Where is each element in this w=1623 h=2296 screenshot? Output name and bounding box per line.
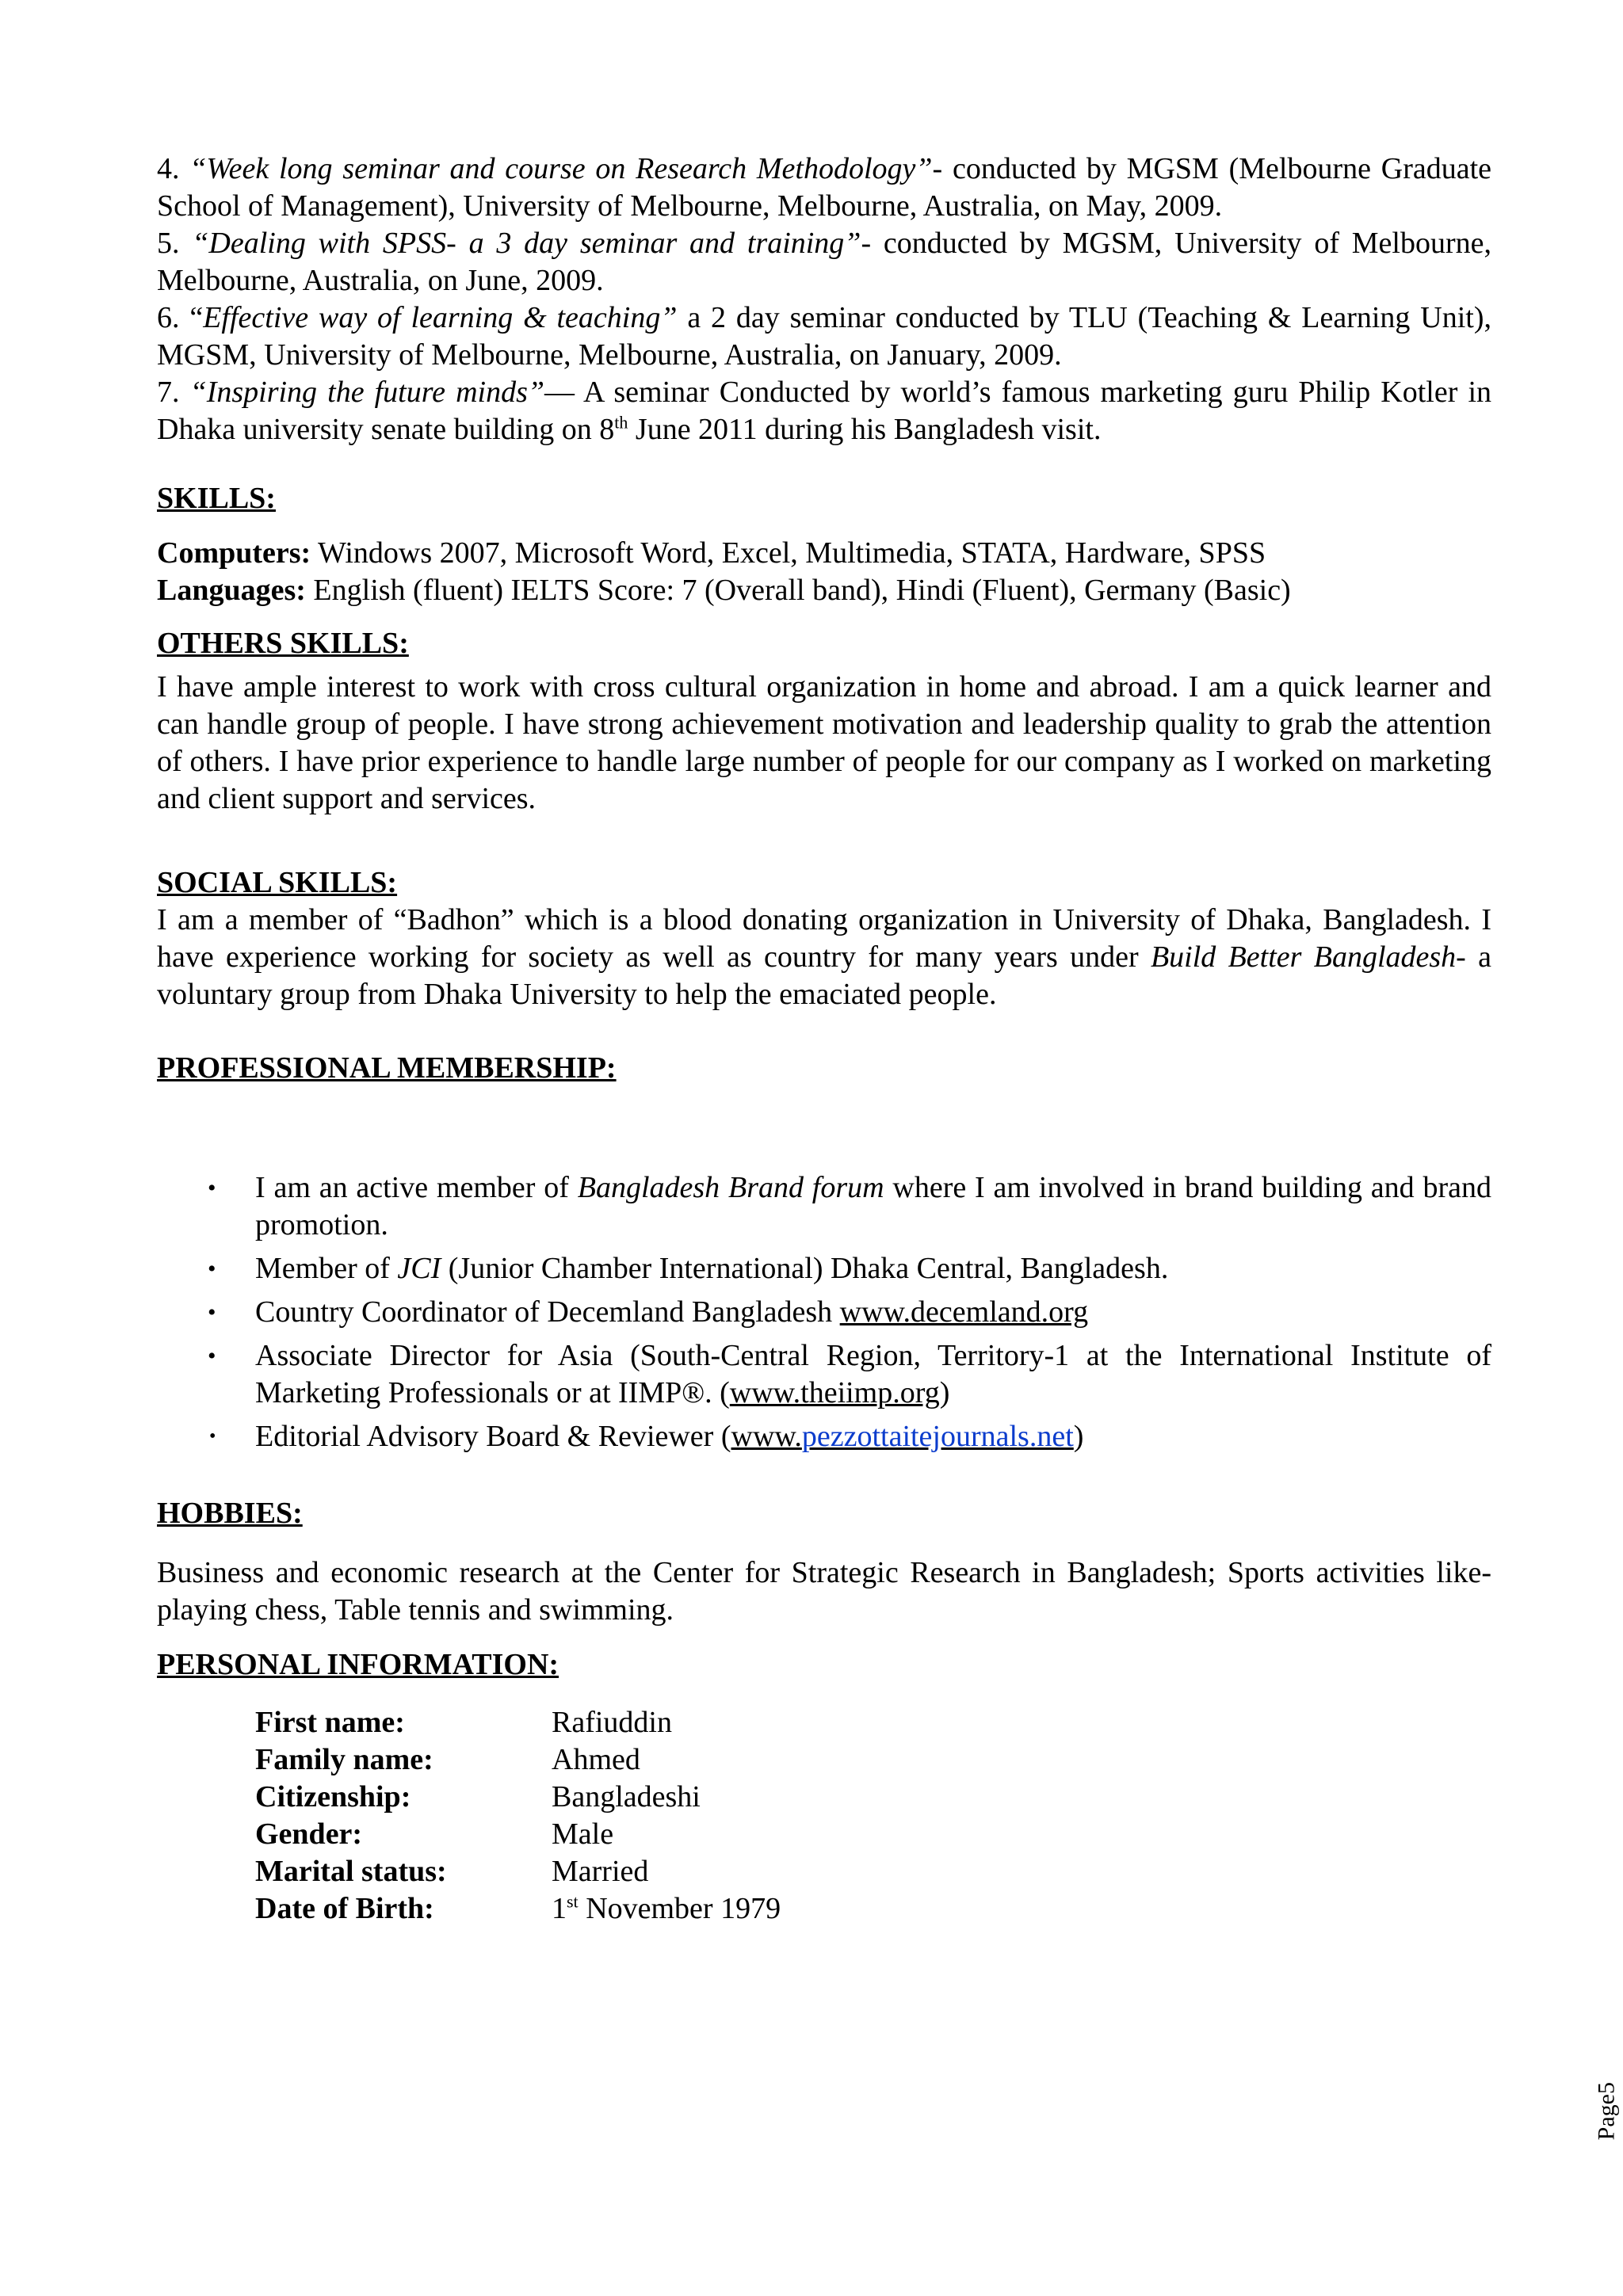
seminar-item-7 xyxy=(157,374,1491,448)
page-number: Page5 xyxy=(1593,2082,1619,2141)
seminar-item-6 xyxy=(157,299,1491,374)
hobbies-heading: HOBBIES: xyxy=(157,1497,303,1530)
seminar-description: - conducted by MGSM (Melbourne Graduate School of Management), University of Melbourne, Melbourne, Australia, on May, 2009. xyxy=(157,152,1492,223)
personal-info-table xyxy=(255,1704,781,1928)
social-skills-heading: SOCIAL SKILLS: xyxy=(157,866,398,899)
membership-heading: PROFESSIONAL MEMBERSHIP: xyxy=(157,1051,617,1085)
hobbies-text: Business and economic research at the Center for Strategic Research in Bangladesh; Sports activities like-playing chess, Table tennis and swimming. xyxy=(157,1556,1491,1627)
ordinal-suffix: th xyxy=(614,412,628,433)
others-skills-text: I have ample interest to work with cross cultural organization in home and abroad. I am a quick learner and can handle group of people. I have strong achievement motivation and leadership quality to grab the attention of others. I have prior experience to handle large number of people for our company as I worked on marketing and client support and services. xyxy=(157,670,1491,815)
seminar-number: 7. xyxy=(157,376,180,409)
bullet-icon: • xyxy=(208,1256,216,1282)
dob-day: 1 xyxy=(552,1892,567,1925)
personal-row xyxy=(255,1816,781,1853)
iimp-link[interactable]: www.theiimp.org xyxy=(729,1376,940,1409)
computers-value: Windows 2007, Microsoft Word, Excel, Multimedia, STATA, Hardware, SPSS xyxy=(311,536,1266,570)
membership-list xyxy=(157,1169,1491,1455)
marital-status-label: Marital status: xyxy=(255,1855,447,1888)
pezzottaite-link[interactable] xyxy=(731,1420,1074,1453)
bullet-icon: • xyxy=(208,1175,216,1201)
seminar-title: Effective way of learning & teaching” xyxy=(203,301,678,334)
others-skills-heading: OTHERS SKILLS: xyxy=(157,627,409,660)
date-of-birth-label: Date of Birth: xyxy=(255,1892,434,1925)
document-page xyxy=(157,151,1491,1928)
ordinal-suffix: st xyxy=(567,1891,579,1912)
bullet-icon: • xyxy=(209,1426,216,1447)
languages-value: English (fluent) IELTS Score: 7 (Overall band), Hindi (Fluent), Germany (Basic) xyxy=(305,574,1291,607)
bullet-icon: • xyxy=(208,1343,216,1369)
languages-line xyxy=(157,572,1491,609)
social-skills-text-start: I am a member of “Badhon” which is a blood donating organization in University of Dhaka, Bangladesh. I have experience working for society as well as country for many years under xyxy=(157,903,1491,974)
membership-org-name: JCI xyxy=(397,1252,441,1285)
citizenship-label: Citizenship: xyxy=(255,1780,411,1814)
decemland-link[interactable]: www.decemland.org xyxy=(839,1295,1089,1329)
personal-row xyxy=(255,1779,781,1816)
membership-item xyxy=(157,1337,1491,1412)
family-name-value: Ahmed xyxy=(552,1743,640,1776)
gender-value: Male xyxy=(552,1817,614,1851)
family-name-label: Family name: xyxy=(255,1743,433,1776)
membership-text: I am an active member of xyxy=(255,1171,578,1204)
social-skills-text-end: - a voluntary group from Dhaka University to help the emaciated people. xyxy=(157,940,1491,1011)
personal-info-heading: PERSONAL INFORMATION: xyxy=(157,1648,559,1681)
membership-text: ) xyxy=(1073,1420,1084,1453)
membership-item xyxy=(157,1250,1491,1287)
seminar-description: — A seminar Conducted by world’s famous marketing guru Philip Kotler in Dhaka university senate building on 8 xyxy=(157,376,1492,446)
dob-month-year: November 1979 xyxy=(578,1892,781,1925)
citizenship-value: Bangladeshi xyxy=(552,1780,701,1814)
marital-status-value: Married xyxy=(552,1855,649,1888)
seminar-number: 4. xyxy=(157,152,180,185)
membership-text: Country Coordinator of Decemland Bangladesh xyxy=(255,1295,840,1329)
seminar-item-5 xyxy=(157,225,1491,299)
personal-info-section xyxy=(157,1646,1491,1928)
seminar-description-end: June 2011 during his Bangladesh visit. xyxy=(628,413,1102,446)
date-of-birth-value xyxy=(552,1890,781,1928)
hobbies-section xyxy=(157,1495,1491,1629)
membership-org-name: Bangladesh Brand forum xyxy=(577,1171,884,1204)
membership-item xyxy=(157,1169,1491,1244)
membership-text: ) xyxy=(939,1376,950,1409)
social-skills-section xyxy=(157,864,1491,1013)
membership-section xyxy=(157,1050,1491,1455)
membership-text: (Junior Chamber International) Dhaka Central, Bangladesh. xyxy=(441,1252,1169,1285)
personal-row xyxy=(255,1704,781,1741)
membership-item xyxy=(157,1294,1491,1331)
first-name-label: First name: xyxy=(255,1706,405,1739)
seminar-item-4 xyxy=(157,151,1491,225)
link-prefix: www. xyxy=(731,1420,802,1453)
seminar-title: “Week long seminar and course on Research Methodology” xyxy=(189,152,933,185)
social-skills-text xyxy=(157,902,1491,1013)
computers-line xyxy=(157,535,1491,572)
seminar-number: 5. xyxy=(157,227,180,260)
membership-text: where I am involved in brand building and brand promotion. xyxy=(255,1171,1491,1241)
personal-row xyxy=(255,1853,781,1890)
bullet-icon: • xyxy=(208,1299,216,1325)
membership-item xyxy=(157,1418,1491,1455)
others-skills-section xyxy=(157,625,1491,818)
languages-label: Languages: xyxy=(157,574,306,607)
computers-label: Computers: xyxy=(157,536,311,570)
seminar-title: “Inspiring the future minds” xyxy=(189,376,544,409)
link-domain: pezzottaitejournals.net xyxy=(801,1420,1074,1453)
personal-row xyxy=(255,1741,781,1779)
membership-text: Editorial Advisory Board & Reviewer ( xyxy=(255,1420,731,1453)
social-skills-group-name: Build Better Bangladesh xyxy=(1150,940,1457,974)
personal-row xyxy=(255,1890,781,1928)
skills-section xyxy=(157,480,1491,609)
seminar-list xyxy=(157,151,1491,448)
membership-text: Associate Director for Asia (South-Central Region, Territory-1 at the International Institute of Marketing Professionals or at IIMP®. ( xyxy=(255,1339,1491,1409)
seminar-title: “Dealing with SPSS- a 3 day seminar and training” xyxy=(192,227,861,260)
seminar-number: 6. “ xyxy=(157,301,204,334)
first-name-value: Rafiuddin xyxy=(552,1706,672,1739)
seminar-description: - conducted by MGSM, University of Melbourne, Melbourne, Australia, on June, 2009. xyxy=(157,227,1491,297)
skills-heading: SKILLS: xyxy=(157,482,276,515)
seminar-description: a 2 day seminar conducted by TLU (Teaching & Learning Unit), MGSM, University of Melbourne, Melbourne, Australia, on January, 2009. xyxy=(157,301,1491,372)
membership-text: Member of xyxy=(255,1252,398,1285)
gender-label: Gender: xyxy=(255,1817,363,1851)
